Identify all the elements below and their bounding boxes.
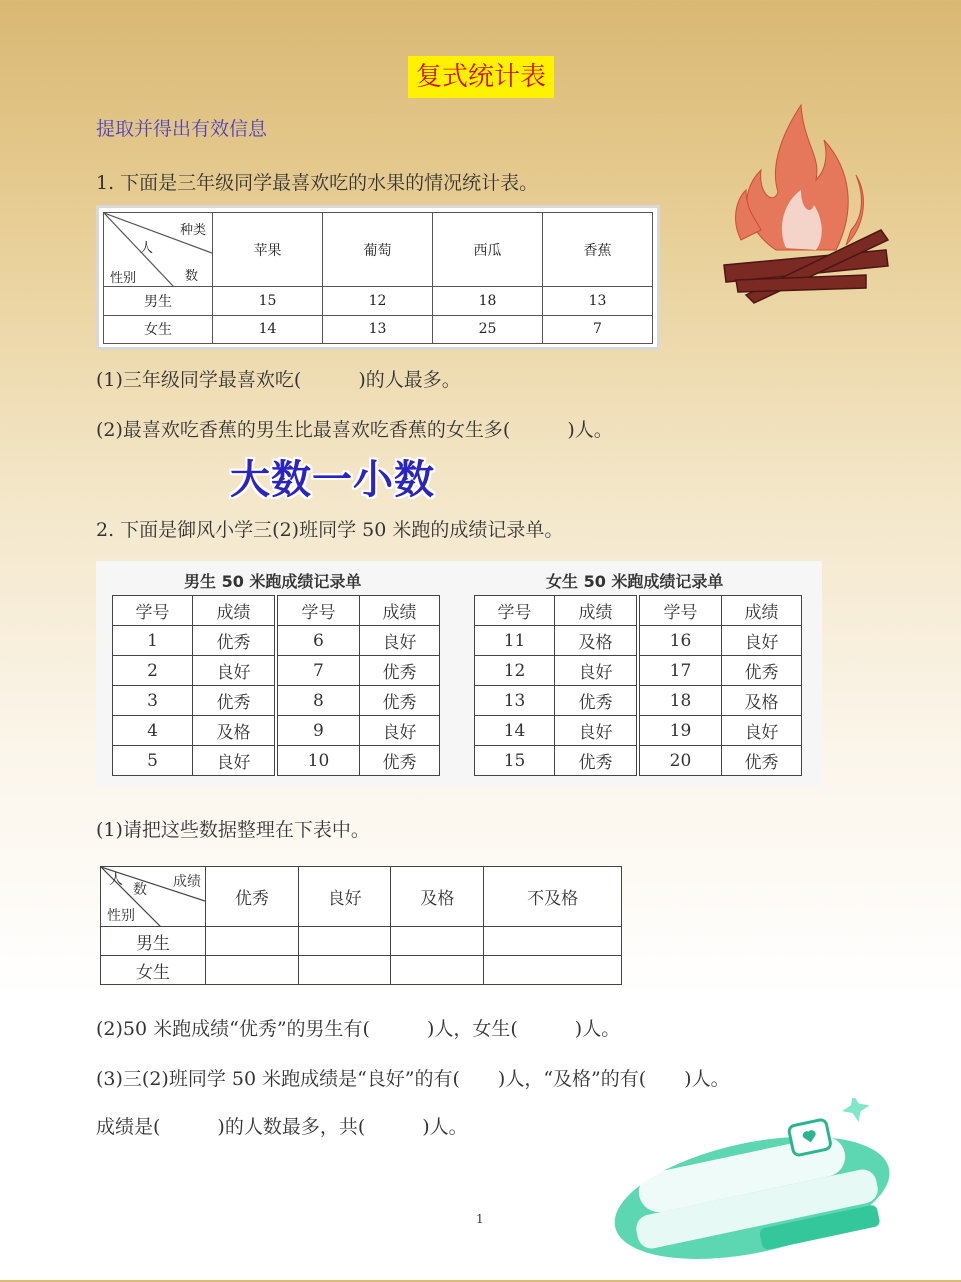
student-id: 3 [113,686,193,716]
question-2-part-4: 成绩是( )的人数最多，共( )人。 [96,1116,468,1138]
table-cell: 13 [323,315,433,344]
student-id: 19 [638,716,721,746]
blank-cell[interactable] [391,927,484,956]
grade: 优秀 [721,746,801,776]
corner-label-category: 种类 [179,223,206,238]
column-header: 西瓜 [433,213,543,287]
student-id: 11 [475,626,555,656]
corner-label-people: 人 [109,872,123,888]
grade: 优秀 [359,746,439,776]
row-label: 女生 [104,315,213,344]
table-row [113,626,440,656]
student-id: 18 [638,686,721,716]
student-id: 7 [276,656,359,686]
table-row [475,626,802,656]
table-cell: 14 [213,315,323,344]
column-header: 优秀 [206,867,299,927]
table-cell: 18 [433,287,543,316]
corner-label-people: 人 [140,241,154,256]
blank-cell[interactable] [391,956,484,985]
table-row [475,716,802,746]
column-header: 学号 [475,596,555,626]
column-header: 学号 [276,596,359,626]
table-header-row [475,596,802,626]
page-number: 1 [476,1212,484,1226]
blank-cell[interactable] [206,927,299,956]
question-1-intro: 1. 下面是三年级同学最喜欢吃的水果的情况统计表。 [96,172,539,194]
grade: 优秀 [555,686,638,716]
page-title: 复式统计表 [408,56,554,98]
section-subtitle: 提取并得出有效信息 [96,118,268,140]
table-cell: 12 [323,287,433,316]
table-row [475,686,802,716]
fruit-stats-table [103,212,653,344]
table-corner-cell [101,867,206,927]
overlay-banner-text: 大数一小数 [230,457,435,503]
grade: 良好 [721,716,801,746]
grade: 良好 [193,746,276,776]
blank-cell[interactable] [484,956,622,985]
girls-records-table [474,595,802,776]
column-header: 成绩 [193,596,276,626]
table-row [104,315,653,344]
grade: 优秀 [193,626,276,656]
grade: 良好 [359,716,439,746]
grade: 优秀 [555,746,638,776]
table-cell: 13 [543,287,653,316]
column-header: 成绩 [555,596,638,626]
grade: 良好 [359,626,439,656]
question-2-part-1: (1)请把这些数据整理在下表中。 [96,819,370,841]
table-corner-cell [104,213,213,287]
table-row [101,956,622,985]
column-header: 学号 [638,596,721,626]
column-header: 成绩 [359,596,439,626]
column-header: 苹果 [213,213,323,287]
student-id: 2 [113,656,193,686]
row-label: 男生 [104,287,213,316]
running-records-panel [96,561,822,786]
student-id: 1 [113,626,193,656]
student-id: 15 [475,746,555,776]
student-id: 9 [276,716,359,746]
grade: 及格 [555,626,638,656]
table-row [475,746,802,776]
table-row [113,716,440,746]
table-row [104,287,653,316]
column-header: 不及格 [484,867,622,927]
corner-label-grade: 成绩 [173,874,201,890]
column-header: 良好 [298,867,391,927]
blank-cell[interactable] [298,956,391,985]
table-cell: 7 [543,315,653,344]
student-id: 5 [113,746,193,776]
student-id: 10 [276,746,359,776]
student-id: 4 [113,716,193,746]
corner-label-count: 数 [133,882,147,898]
student-id: 14 [475,716,555,746]
grade: 良好 [555,716,638,746]
student-id: 12 [475,656,555,686]
grade: 及格 [193,716,276,746]
question-1-part-1: (1)三年级同学最喜欢吃( )的人最多。 [96,369,461,391]
grade: 及格 [721,686,801,716]
grade: 良好 [555,656,638,686]
girls-records-title: 女生 50 米跑成绩记录单 [546,572,724,591]
question-1-part-2: (2)最喜欢吃香蕉的男生比最喜欢吃香蕉的女生多( )人。 [96,419,613,441]
grade: 优秀 [193,686,276,716]
student-id: 13 [475,686,555,716]
table-header-row [113,596,440,626]
column-header: 学号 [113,596,193,626]
question-2-part-2: (2)50 米跑成绩“优秀”的男生有( )人，女生( )人。 [96,1018,621,1040]
boys-records-table [112,595,440,776]
row-label: 男生 [101,927,206,956]
blank-cell[interactable] [484,927,622,956]
student-id: 6 [276,626,359,656]
table-cell: 15 [213,287,323,316]
grade: 优秀 [721,656,801,686]
student-id: 8 [276,686,359,716]
corner-label-gender: 性别 [107,908,135,924]
grade: 优秀 [359,656,439,686]
column-header: 成绩 [721,596,801,626]
column-header: 葡萄 [323,213,433,287]
corner-label-gender: 性别 [110,271,137,286]
table-cell: 25 [433,315,543,344]
table-row [113,656,440,686]
question-2-part-3: (3)三(2)班同学 50 米跑成绩是“良好”的有( )人，“及格”的有( )人。 [96,1068,730,1090]
column-header: 及格 [391,867,484,927]
grade: 良好 [193,656,276,686]
blank-cell[interactable] [298,927,391,956]
question-2-intro: 2. 下面是御风小学三(2)班同学 50 米跑的成绩记录单。 [96,519,564,541]
grade: 优秀 [359,686,439,716]
grade: 良好 [721,626,801,656]
table-row [113,746,440,776]
blank-cell[interactable] [206,956,299,985]
boys-records-title: 男生 50 米跑成绩记录单 [184,572,362,591]
column-header: 香蕉 [543,213,653,287]
table-row [101,927,622,956]
table-row [475,656,802,686]
campfire-illustration [716,100,896,309]
student-id: 16 [638,626,721,656]
fruit-stats-table-frame [96,205,660,350]
decorative-sticker-logo [600,1098,900,1282]
row-label: 女生 [101,956,206,985]
table-row [113,686,440,716]
summary-fill-table [100,866,622,985]
corner-label-count: 数 [184,269,198,284]
student-id: 17 [638,656,721,686]
student-id: 20 [638,746,721,776]
